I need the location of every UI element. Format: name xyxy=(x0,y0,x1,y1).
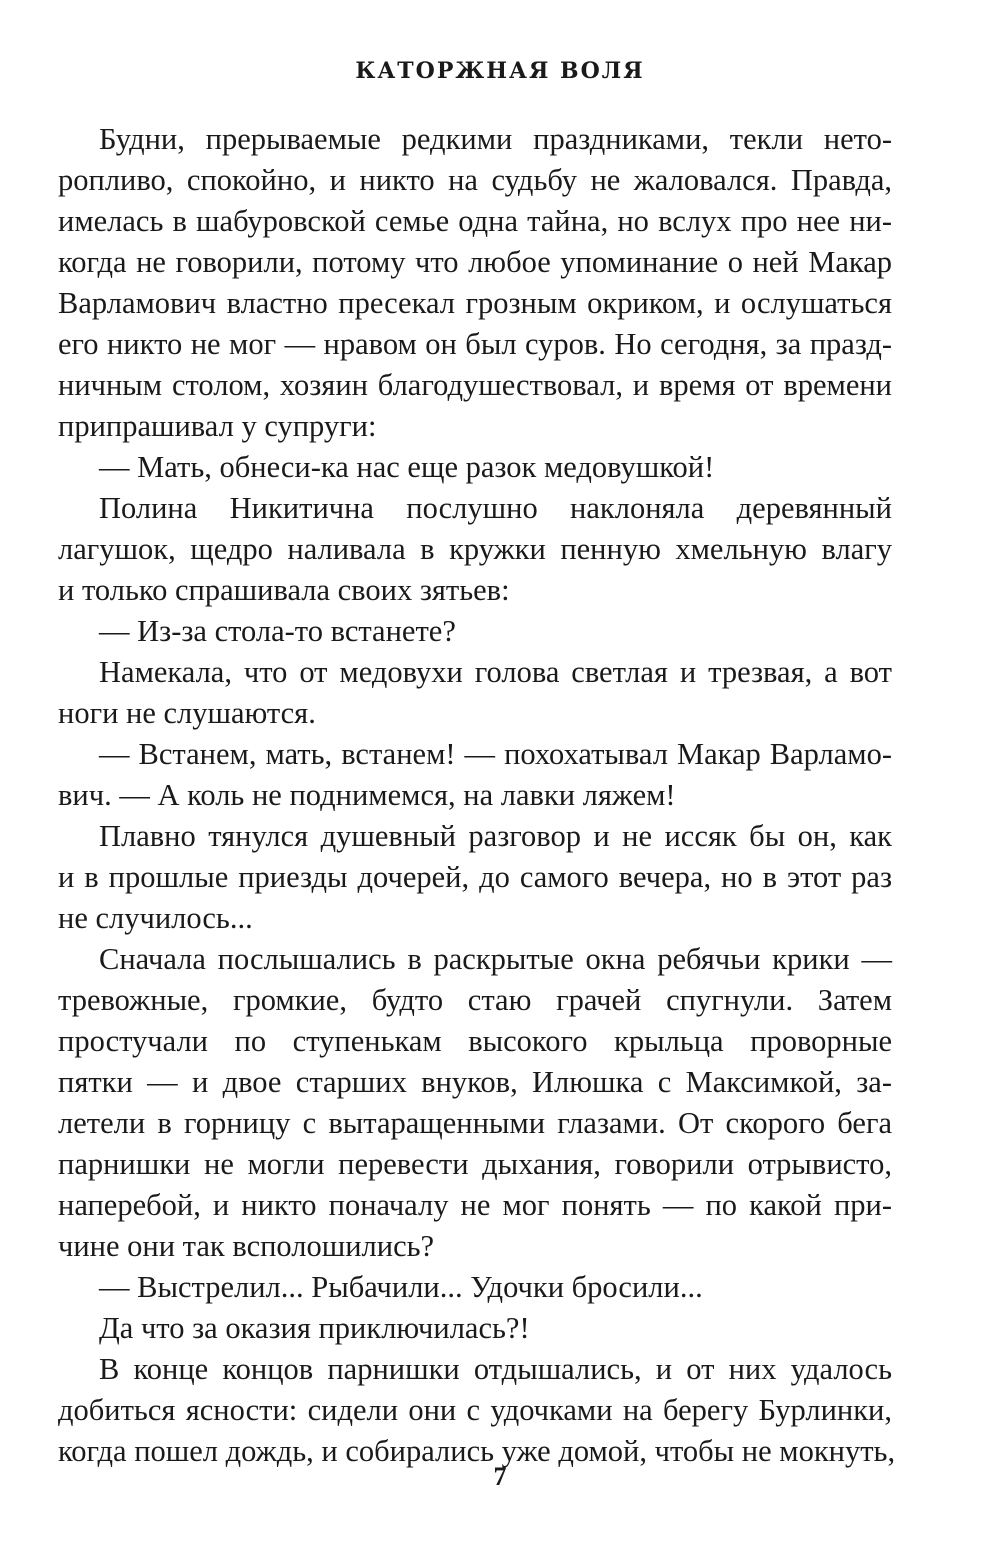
text-line: Да что за оказия приключилась?! xyxy=(99,1311,530,1345)
text-line: — Из-за стола-то встанете? xyxy=(99,614,456,648)
text-line: ноги не слушаются. xyxy=(58,696,316,730)
text-line: добиться ясности: сидели они с удочками на берегу Бурлинки, xyxy=(58,1393,892,1427)
text-line: Будни, прерываемые редкими праздниками, текли нето- xyxy=(99,122,892,156)
text-line: Варламович властно пресекал грозным окриком, и ослушаться xyxy=(58,286,892,320)
text-line: — Мать, обнеси-ка нас еще разок медовушкой! xyxy=(99,450,715,484)
text-line: не случилось... xyxy=(58,901,253,935)
text-line: парнишки не могли перевести дыхания, говорили отрывисто, xyxy=(58,1147,892,1181)
text-line: когда не говорили, потому что любое упоминание о ней Макар xyxy=(58,245,892,279)
text-line: лагушок, щедро наливала в кружки пенную хмельную влагу xyxy=(58,532,892,566)
text-line: наперебой, и никто поначалу не мог понять — по какой при- xyxy=(58,1188,892,1222)
text-line: Плавно тянулся душевный разговор и не иссяк бы он, как xyxy=(99,819,892,853)
text-line: Сначала послышались в раскрытые окна ребячьи крики — xyxy=(99,942,892,976)
text-line: ничным столом, хозяин благодушествовал, и время от времени xyxy=(58,368,892,402)
text-line: тревожные, громкие, будто стаю грачей спугнули. Затем xyxy=(58,983,892,1017)
text-line: имелась в шабуровской семье одна тайна, но вслух про нее ни- xyxy=(58,204,892,238)
page-number: 7 xyxy=(493,1462,507,1491)
text-line: чине они так всполошились? xyxy=(58,1229,435,1263)
text-line: вич. — А коль не поднимемся, на лавки ляжем! xyxy=(58,778,676,812)
text-line: пятки — и двое старших внуков, Илюшка с Максимкой, за- xyxy=(58,1065,892,1099)
text-line: В конце концов парнишки отдышались, и от них удалось xyxy=(99,1352,892,1386)
text-line: — Выстрелил... Рыбачили... Удочки бросили... xyxy=(99,1270,703,1304)
text-line: и только спрашивала своих зятьев: xyxy=(58,573,510,607)
text-line: припрашивал у супруги: xyxy=(58,409,377,443)
text-line: — Встанем, мать, встанем! — похохатывал Макар Варламо- xyxy=(99,737,892,771)
text-line: Полина Никитична послушно наклоняла деревянный xyxy=(99,491,892,525)
body-text xyxy=(58,119,896,1472)
running-head: КАТОРЖНАЯ ВОЛЯ xyxy=(355,58,645,84)
text-line: ропливо, спокойно, и никто на судьбу не жаловался. Правда, xyxy=(58,163,892,197)
text-line: когда пошел дождь, и собирались уже домой, чтобы не мокнуть, xyxy=(58,1434,896,1468)
text-line: летели в горницу с вытаращенными глазами. От скорого бега xyxy=(58,1106,892,1140)
text-line: его никто не мог — нравом он был суров. Но сегодня, за празд- xyxy=(58,327,892,361)
text-line: и в прошлые приезды дочерей, до самого вечера, но в этот раз xyxy=(58,860,892,894)
text-line: Намекала, что от медовухи голова светлая и трезвая, а вот xyxy=(99,655,892,689)
text-line: простучали по ступенькам высокого крыльца проворные xyxy=(58,1024,892,1058)
